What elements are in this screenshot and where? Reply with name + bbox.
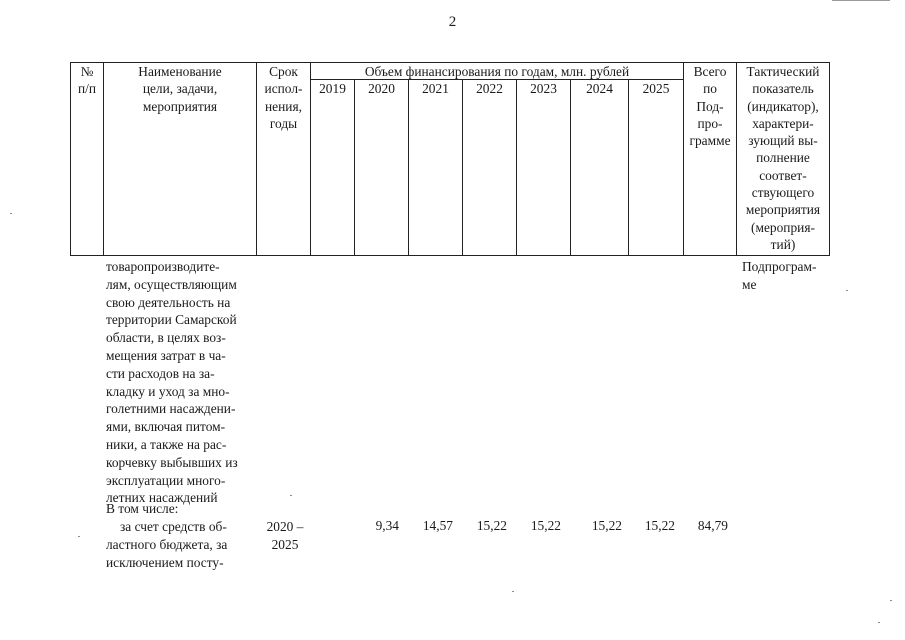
- row-period: 2020 – 2025: [266, 519, 304, 552]
- header-year-2021: 2021: [422, 81, 449, 96]
- scan-speck: [846, 290, 848, 291]
- col-rule: [354, 79, 355, 256]
- col-rule: [408, 79, 409, 256]
- header-total: Всего по Под- про- грамме: [689, 64, 731, 149]
- header-name: Наименование цели, задачи, мероприятия: [138, 64, 222, 114]
- header-year-2019: 2019: [319, 81, 346, 96]
- scan-speck: [78, 536, 80, 537]
- col-rule: [628, 79, 629, 256]
- table-bottom-rule: [70, 255, 830, 256]
- header-num: № п/п: [77, 64, 97, 97]
- header-year-2022: 2022: [476, 81, 503, 96]
- col-rule: [462, 79, 463, 256]
- col-rule: [570, 79, 571, 256]
- scan-speck: [10, 213, 12, 214]
- activity-indicator: Подпрограм- ме: [742, 259, 817, 292]
- header-year-2024: 2024: [586, 81, 613, 96]
- col-rule: [516, 79, 517, 256]
- value-2021: 14,57: [422, 518, 453, 533]
- value-2025: 15,22: [644, 518, 675, 533]
- page-number: 2: [448, 14, 457, 30]
- header-funding-title: Объем финансирования по годам, млн. рублей: [364, 64, 630, 79]
- scan-mark: [832, 0, 890, 3]
- activity-description: товаропроизводите- лям, осуществляющим свою деятельность на территории Самарской области, в целях воз- мещения затрат в ча- сти расходов на за- кладку и уход за мно- голетними насаждени- ями, включая питом- ники, а также на рас- корчевку выбывших из эксплуатации много- летних насаждений: [106, 259, 238, 506]
- row-description: за счет средств об- ластного бюджета, за исключением посту-: [106, 519, 228, 570]
- header-indicator: Тактический показатель (индикатор), характери- зующий вы- полнение соответ- ствующего мероприятия (мероприя- тий): [745, 64, 821, 252]
- value-2024: 15,22: [591, 518, 622, 533]
- header-year-2020: 2020: [368, 81, 395, 96]
- header-period: Срок испол- нения, годы: [264, 64, 303, 131]
- header-year-2023: 2023: [530, 81, 557, 96]
- col-rule: [829, 62, 830, 256]
- header-table: [70, 62, 830, 256]
- value-2023: 15,22: [530, 518, 561, 533]
- scan-speck: [512, 591, 514, 592]
- value-2020: 9,34: [375, 518, 399, 533]
- scan-speck: [890, 600, 892, 601]
- scan-speck: [290, 495, 292, 496]
- scan-speck: [878, 622, 880, 623]
- value-total: 84,79: [697, 518, 728, 533]
- subheading: В том числе:: [106, 501, 179, 516]
- value-2022: 15,22: [476, 518, 507, 533]
- header-year-2025: 2025: [642, 81, 670, 96]
